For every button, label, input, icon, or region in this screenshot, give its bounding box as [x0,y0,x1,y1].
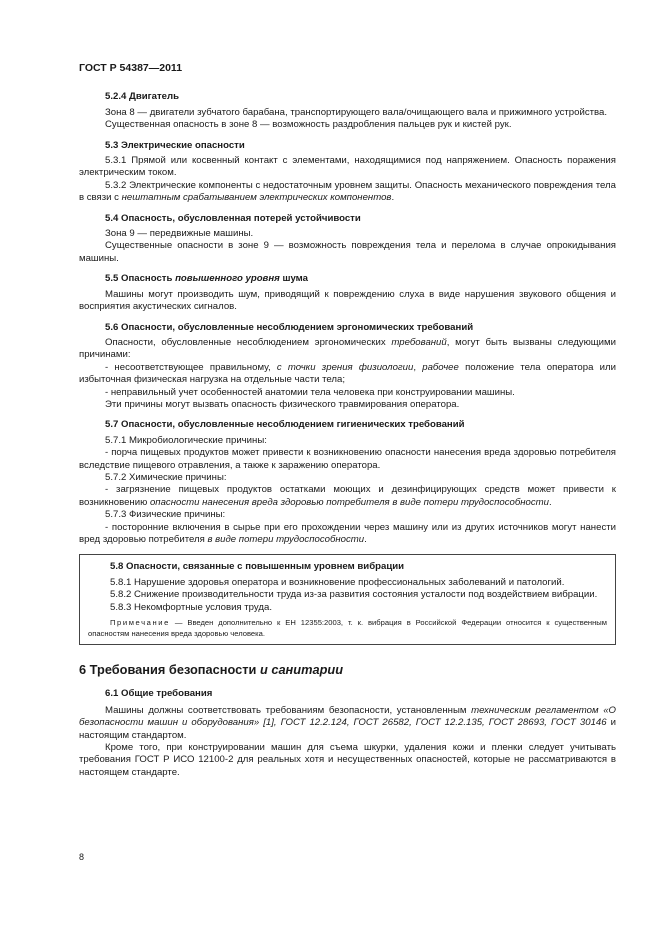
paragraph: 5.8.2 Снижение производительности труда из-за развития состояния усталости под воздействием вибрации. [110,589,598,601]
section-6-title: 6 Требования безопасности и санитарии [79,662,344,678]
paragraph: 5.7.2 Химические причины: [105,471,227,483]
list-item: - порча пищевых продуктов может привести к возникновению опасности нанесения вреда здоровью потребителя вследствие пищевого отравления, а также к заражению оператора. [79,447,616,471]
section-5-7-title: 5.7 Опасности, обусловленные несоблюдением гигиенических требований [105,419,465,431]
list-item: - загрязнение пищевых продуктов остатками моющих и дезинфицирующих средств может привести к возникновению опасности нанесения вреда здоровью потребителя в виде потери трудоспособности. [79,484,616,508]
paragraph: 5.8.3 Некомфортные условия труда. [110,601,272,613]
paragraph: Эти причины могут вызвать опасность физического травмирования оператора. [105,398,460,410]
paragraph: Опасности, обусловленные несоблюдением эргономических требований, могут быть вызваны следующими причинами: [79,336,616,361]
section-5-6-title: 5.6 Опасности, обусловленные несоблюдением эргономических требований [105,321,474,333]
page-number: 8 [79,852,85,862]
list-item: - неправильный учет особенностей анатомии тела человека при конструировании машины. [105,386,515,398]
paragraph: Существенная опасность в зоне 8 — возможность раздробления пальцев рук и кистей рук. [105,119,512,131]
paragraph: Машины должны соответствовать требованиям безопасности, установленным техническим регламентом «О безопасности машин и оборудования» [1], ГОСТ 12.2.124, ГОСТ 26582, ГОСТ 12.2.135, ГОСТ 28693, ГОСТ 30146 и настоящим стандартом. [79,704,616,741]
paragraph: 5.7.1 Микробиологические причины: [105,434,267,446]
section-5-2-4-title: 5.2.4 Двигатель [105,91,179,103]
note: Примечание — Введен дополнительно к ЕН 12355:2003, т. к. вибрация в Российской Федерации относится к существенным опасностям нанесения вреда здоровью человека. [88,618,607,639]
section-5-8-title: 5.8 Опасности, связанные с повышенным уровнем вибрации [110,561,405,573]
list-item: - несоответствующее правильному, с точки зрения физиологии, рабочее положение тела оператора или избыточная физическая нагрузка на отдельные части тела; [79,361,616,386]
paragraph: Зона 9 — передвижные машины. [105,228,254,240]
paragraph: 5.7.3 Физические причины: [105,509,226,521]
paragraph: Зона 8 — двигатели зубчатого барабана, транспортирующего вала/очищающего вала и прижимного устройства. [105,106,608,118]
document-code: ГОСТ Р 54387—2011 [79,62,183,74]
paragraph: 5.3.1 Прямой или косвенный контакт с элементами, находящимися под напряжением. Опасность поражения электрическим током. [79,155,616,179]
paragraph: Кроме того, при конструировании машин для съема шкурки, удаления кожи и пленки следует учитывать требования ГОСТ Р ИСО 12100-2 для реальных хотя и несущественных опасностей, которые не рассматриваются в настоящем стандарте. [79,742,616,778]
section-5-4-title: 5.4 Опасность, обусловленная потерей устойчивости [105,212,361,224]
list-item: - посторонние включения в сырье при его прохождении через машину или из других источников могут нанести вред здоровью потребителя в виде потери трудоспособности. [79,521,616,545]
paragraph: Машины могут производить шум, приводящий к повреждению слуха в виде нарушения звукового общения и восприятия акустических сигналов. [79,288,616,313]
boxed-section-5-8 [79,554,616,645]
list [79,362,616,399]
paragraph: Существенные опасности в зоне 9 — возможность повреждения тела и перелома в случае опрокидывания машины. [79,240,616,264]
paragraph: 5.3.2 Электрические компоненты с недостаточным уровнем защиты. Опасность механического повреждения тела в связи с нештатным срабатыванием электрических компонентов. [79,179,616,204]
section-6-1-title: 6.1 Общие требования [105,688,213,700]
paragraph: 5.8.1 Нарушение здоровья оператора и возникновение профессиональных заболеваний и патологий. [110,576,565,588]
section-5-5-title: 5.5 Опасность повышенного уровня шума [105,273,308,285]
section-5-3-title: 5.3 Электрические опасности [105,139,245,151]
document-page [79,62,616,779]
